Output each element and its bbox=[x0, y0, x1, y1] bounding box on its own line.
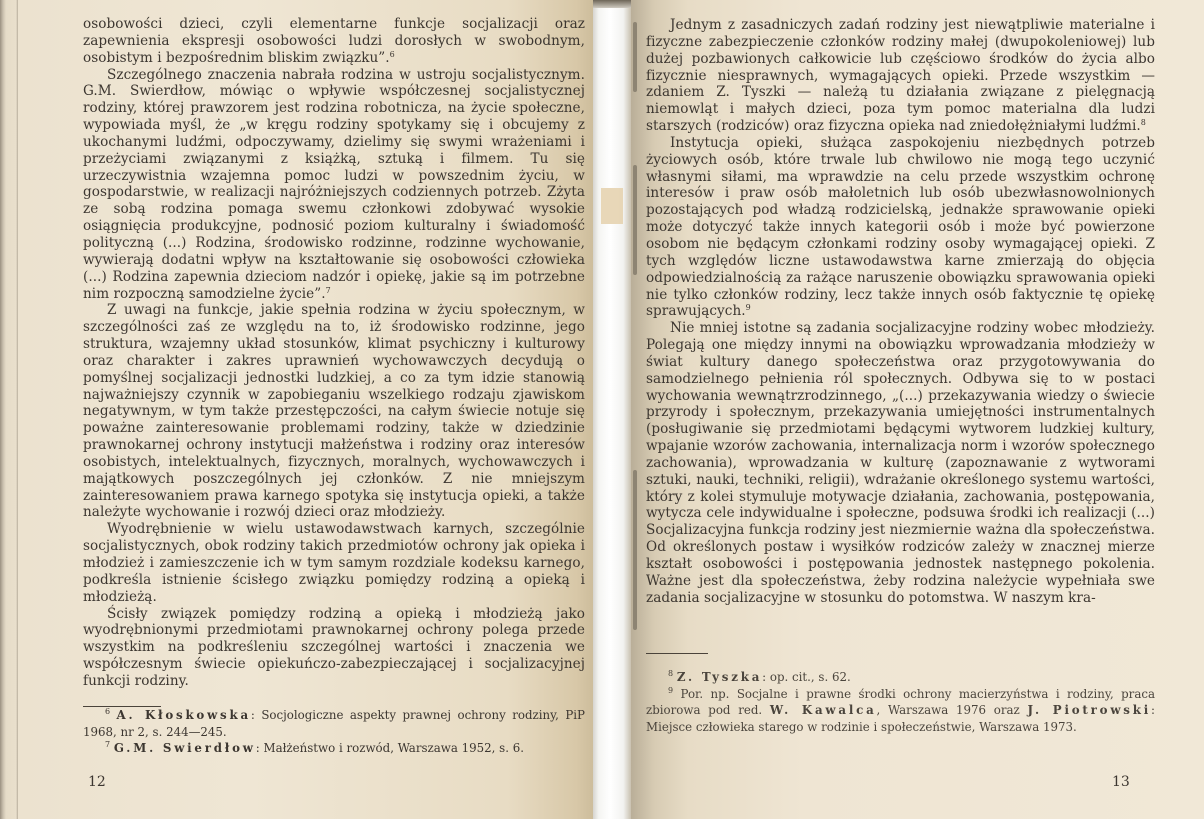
paragraph bbox=[83, 302, 585, 521]
footnote-text: Por. np. Socjalne i prawne środki ochrony macierzyństwa i rodziny, praca zbiorowa pod red. bbox=[646, 686, 1155, 718]
paragraph bbox=[83, 521, 585, 605]
footnote-author: Z. Tyszka bbox=[676, 670, 763, 684]
binding-stitch bbox=[633, 165, 637, 275]
paragraph-text: osobowości dzieci, czyli elementarne funkcje socjalizacji oraz zapewnienia ekspresji osobowości ludzi dorosłych w swobodnym, osobistym i bezpośrednim bliskim związku”. bbox=[83, 16, 585, 66]
footnote-number: 7 bbox=[105, 740, 111, 750]
footnote-text: , Warszawa 1976 oraz bbox=[876, 703, 1028, 718]
left-page bbox=[18, 0, 593, 819]
left-page-footnotes bbox=[83, 707, 585, 757]
page-number: 13 bbox=[1112, 774, 1130, 790]
footnote bbox=[646, 686, 1155, 736]
paragraph bbox=[646, 320, 1155, 606]
footnote-text: : Miejsce człowieka starego w rodzinie i społeczeństwie, Warszawa 1973. bbox=[646, 703, 1155, 735]
footnote-ref: 7 bbox=[325, 285, 331, 295]
left-page-body bbox=[83, 16, 585, 690]
footnote-text: : Małżeństwo i rozwód, Warszawa 1952, s. 6. bbox=[255, 741, 524, 756]
footnote-number: 9 bbox=[668, 685, 674, 695]
footnote-ref: 9 bbox=[745, 303, 751, 313]
binding-stitch bbox=[633, 470, 637, 630]
paragraph bbox=[646, 17, 1155, 135]
right-page-footnotes bbox=[646, 669, 1155, 736]
footnote bbox=[646, 669, 1155, 686]
paragraph-text: Ścisły związek pomiędzy rodziną a opieką i młodzieżą jako wyodrębnionymi przedmiotami prawnokarnej ochrony polega przede wszystkim na podkreśleniu szczególnej wartości i znaczenia we współczesnym świecie opiekuńczo-zabezpieczającej i socjalizacyjnej funkcji rodziny. bbox=[83, 605, 585, 689]
footnote-number: 6 bbox=[105, 707, 111, 716]
paragraph-text: Instytucja opieki, służąca zaspokojeniu niezbędnych potrzeb życiowych osób, które trwale lub chwilowo nie mogą tego uczynić własnymi siłami, ma wprawdzie na celu przede wszystkim ochronę interesów i praw osób małoletnich lub osób ubezwłasnowolnionych pozostających pod władzą rodzicielską, jednakże sprawowanie opieki może dotyczyć także innych kategorii osób i może być powierzone osobom nie będącym członkami rodziny osoby wymagającej opieki. Z tych względów liczne ustawodawstwa karne zmierzają do objęcia odpowiedzialnością za rażące naruszenie obowiązku sprawowania opieki nie tylko członków rodziny, lecz także innych osób faktycznie tę opiekę sprawujących. bbox=[646, 134, 1155, 320]
book-edge bbox=[0, 0, 18, 819]
footnote-author: J. Piotrowski bbox=[1027, 703, 1152, 718]
footnote-text: : Socjologiczne aspekty prawnej ochrony rodziny, PiP 1968, nr 2, s. 244—245. bbox=[83, 708, 585, 739]
paragraph bbox=[83, 67, 585, 303]
paragraph-text: Szczególnego znaczenia nabrała rodzina w ustroju socjalistycznym. G.M. Swierdłow, mówiąc o wpływie współczesnej socjalistycznej rodziny, której prawzorem jest rodzina robotnicza, na życie społeczne, wypowiada myśl, że „w kręgu rodziny spotykamy się i obcujemy z ukochanymi ludźmi, odpoczywamy, dzielimy się swymi wrażeniami i przeżyciami związanymi z książką, sztuką i filmem. Tu się urzeczywistnia wzajemna pomoc ludzi w powszednim życiu, w gospodarstwie, w realizacji najróżniejszych codziennych potrzeb. Zżyta ze sobą rodzina pomaga swemu członkowi zdobywać wysokie osiągnięcia produkcyjne, podnosić poziom kulturalny i świadomość polityczną (...) Rodzina, środowisko rodzinne, rodzinne wychowanie, wywierają dodatni wpływ na kształtowanie się osobowości człowieka (...) Rodzina zapewnia dzieciom nadzór i opiekę, jakie są im potrzebne nim rozpoczną samodzielne życie”. bbox=[83, 66, 585, 302]
binding-tape bbox=[601, 188, 623, 224]
right-page bbox=[631, 0, 1204, 819]
footnote-ref: 8 bbox=[1140, 118, 1146, 128]
paragraph-text: Jednym z zasadniczych zadań rodziny jest niewątpliwie materialne i fizyczne zabezpieczenie członków rodziny małej (dwupokoleniowej) lub dużej pozbawionych całkowicie lub częściowo środków do życia albo fizycznie niesprawnych, wymagających opieki. Przede wszystkim — zdaniem Z. Tyszki — należą tu działania związane z pielęgnacją niemowląt i małych dzieci, poza tym pomoc materialna dla ludzi starszych (rodziców) oraz fizyczna opieka nad zniedołężniałymi ludźmi. bbox=[646, 17, 1155, 135]
footnote-text: : op. cit., s. 62. bbox=[762, 670, 851, 684]
paragraph-text: Wyodrębnienie w wielu ustawodawstwach karnych, szczególnie socjalistycznych, obok rodziny takich przedmiotów ochrony jak opieka i młodzież i zamieszczenie ich w tym samym rozdziale kodeksu karnego, podkreśla istnienie ścisłego związku pomiędzy rodziną a opieką i młodzieżą. bbox=[83, 521, 585, 605]
paragraph bbox=[646, 135, 1155, 320]
right-page-body bbox=[646, 17, 1155, 607]
book-gutter bbox=[593, 0, 631, 819]
footnote-author: A. Kłoskowska bbox=[116, 708, 251, 722]
paragraph bbox=[83, 16, 585, 67]
footnote bbox=[83, 707, 585, 740]
binding-stitch bbox=[633, 22, 637, 92]
footnote-author: G.M. Swierdłow bbox=[113, 741, 256, 756]
gutter-shadow bbox=[593, 0, 631, 8]
footnote-ref: 6 bbox=[389, 49, 395, 59]
footnote bbox=[83, 740, 585, 757]
paragraph-text: Z uwagi na funkcje, jakie spełnia rodzina w życiu społecznym, w szczególności zaś ze względu na to, iż środowisko rodzinne, jego struktura, wzajemny układ stosunków, klimat psychiczny i kulturowy oraz charakter i zakres uprawnień wychowawczych decydują o pomyślnej socjalizacji jednostki ludzkiej, a co za tym idzie stanowią najważniejszy czynnik w zapobieganiu wszelkiego rodzaju zjawiskom negatywnym, w tym także przestępczości, na całym świecie notuje się poważne zainteresowanie problemami rodziny, także w dziedzinie prawnokarnej ochrony instytucji małżeństwa i rodziny oraz interesów osobistych, intelektualnych, fizycznych, moralnych, wychowawczych i majątkowych poszczególnych jej członków. Z nie mniejszym zainteresowaniem prawa karnego spotyka się instytucja opieki, a także należyte wychowanie i rozwój dzieci oraz młodzieży. bbox=[83, 302, 585, 521]
paragraph bbox=[83, 606, 585, 690]
page-number: 12 bbox=[88, 774, 106, 790]
footnote-separator bbox=[646, 653, 708, 654]
footnote-number: 8 bbox=[668, 669, 674, 678]
footnote-author: W. Kawalca bbox=[769, 703, 877, 718]
paragraph-text: Nie mniej istotne są zadania socjalizacyjne rodziny wobec młodzieży. Polegają one między innymi na obowiązku wprowadzania młodzieży w świat kultury danego społeczeństwa oraz przygotowywania do samodzielnego pełnienia ról społecznych. Odbywa się to w postaci wychowania wewnątrzrodzinnego, „(...) przekazywania wiedzy o świecie przyrody i społecznym, przekazywania umiejętności instrumentalnych (posługiwanie się przedmiotami będącymi wytworem ludzkiej kultury, wpajanie wzorów zachowania, internalizacja norm i wzorów społecznego zachowania), wprowadzania w kulturę (zapoznawanie z wytworami sztuki, nauki, techniki, religii), wdrażanie określonego systemu wartości, który z kolei stymuluje motywacje działania, zachowania, postępowania, wytycza cele indywidualne i społeczne, podsuwa środki ich realizacji (...) Socjalizacyjna funkcja rodziny jest niezmiernie ważna dla społeczeństwa. Od określonych postaw i wysiłków rodziców zależy w znacznej mierze kształt osobowości i postępowania jednostek następnego pokolenia. Ważne jest dla społeczeństwa, żeby rodzina należycie wypełniała swe zadania socjalizacyjne w stosunku do potomstwa. W naszym kra- bbox=[646, 320, 1155, 606]
